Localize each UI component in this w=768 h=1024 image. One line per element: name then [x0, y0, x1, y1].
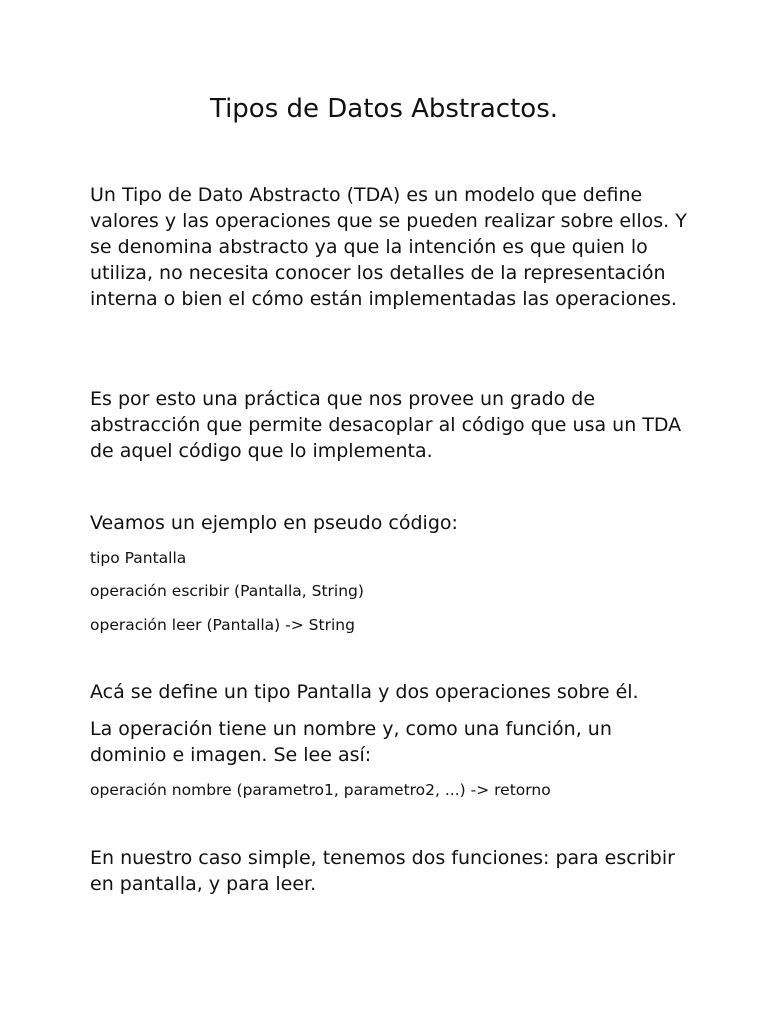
code-line-write: operación escribir (Pantalla, String) — [90, 582, 364, 600]
code-line-type: tipo Pantalla — [90, 549, 187, 567]
paragraph-explanation: Acá se define un tipo Pantalla y dos operaciones sobre él. — [90, 681, 639, 703]
paragraph-example-intro: Veamos un ejemplo en pseudo código: — [90, 512, 458, 534]
paragraph-operation-description: La operación tiene un nombre y, como una función, un dominio e imagen. Se lee así: — [90, 718, 612, 766]
paragraph-conclusion: En nuestro caso simple, tenemos dos funciones: para escribir en pantalla, y para leer. — [90, 847, 675, 895]
code-signature: operación nombre (parametro1, parametro2, ...) -> retorno — [90, 781, 551, 799]
paragraph-definition: Un Tipo de Dato Abstracto (TDA) es un modelo que define valores y las operaciones que se pueden realizar sobre ellos. Y se denomina abstracto ya que la intención es que quien lo utiliza, no necesita conocer los detalles de la representación interna o bien el cómo están implementadas las operaciones. — [90, 184, 687, 310]
page-title: Tipos de Datos Abstractos. — [209, 94, 559, 124]
code-line-read: operación leer (Pantalla) -> String — [90, 616, 355, 634]
paragraph-abstraction: Es por esto una práctica que nos provee un grado de abstracción que permite desacoplar al código que usa un TDA de aquel código que lo implementa. — [90, 388, 682, 462]
